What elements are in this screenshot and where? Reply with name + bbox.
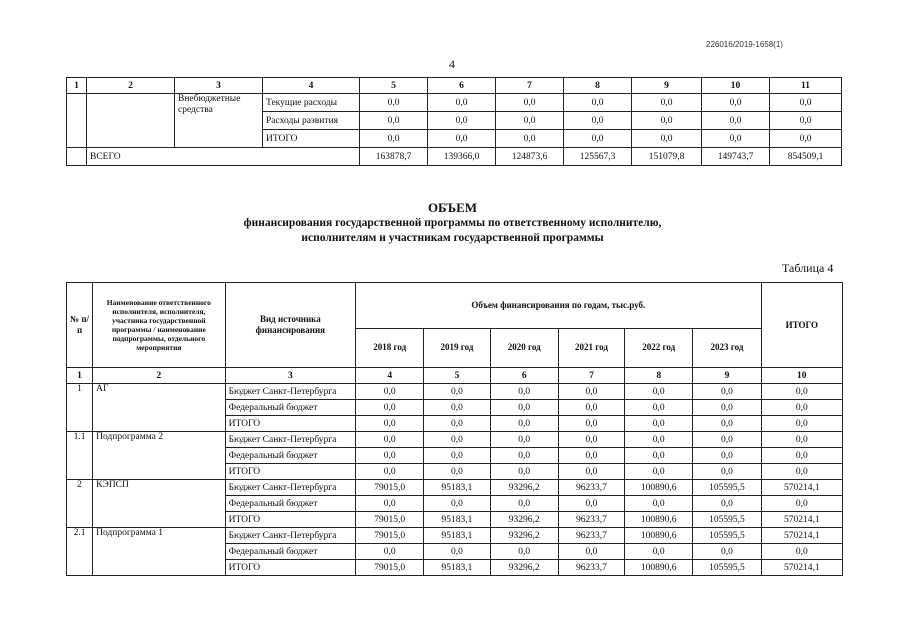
value-cell: 570214,1 (761, 528, 842, 544)
funding-source: Федеральный бюджет (225, 544, 356, 560)
value-cell: 0,0 (632, 94, 702, 112)
executor-name: Подпрограмма 1 (93, 528, 226, 576)
col-num: 1 (67, 78, 87, 94)
financing-table-body (67, 384, 843, 576)
value-cell: 0,0 (490, 432, 558, 448)
value-cell: 124873,6 (496, 148, 564, 166)
value-cell: 0,0 (761, 400, 842, 416)
value-cell: 0,0 (693, 448, 761, 464)
value-cell: 0,0 (693, 544, 761, 560)
header-num: № п/п (67, 283, 93, 368)
col-num: 5 (360, 78, 428, 94)
page-number: 4 (449, 57, 455, 71)
value-cell: 0,0 (558, 416, 624, 432)
value-cell: 0,0 (564, 94, 632, 112)
value-cell: 0,0 (693, 464, 761, 480)
header-name: Наименование ответственного исполнителя, исполнителя, участника государственной программы / наименование подпрограммы, отдельного мероприятия (93, 283, 226, 368)
value-cell: 79015,0 (356, 512, 424, 528)
executor-name: АГ (93, 384, 226, 432)
col-num: 11 (770, 78, 842, 94)
value-cell: 570214,1 (761, 480, 842, 496)
funding-source: Федеральный бюджет (225, 496, 356, 512)
value-cell: 163878,7 (360, 148, 428, 166)
value-cell: 105595,5 (693, 512, 761, 528)
value-cell: 93296,2 (490, 512, 558, 528)
table-row (67, 384, 843, 400)
col-num: 4 (356, 368, 424, 384)
value-cell: 93296,2 (490, 480, 558, 496)
empty-cell (87, 94, 175, 148)
value-cell: 0,0 (761, 448, 842, 464)
total-row (67, 148, 842, 166)
value-cell: 95183,1 (424, 512, 490, 528)
row-number: 1.1 (67, 432, 93, 480)
funding-source: ИТОГО (225, 512, 356, 528)
value-cell: 96233,7 (558, 480, 624, 496)
value-cell: 0,0 (770, 130, 842, 148)
funding-source: Бюджет Санкт-Петербурга (225, 480, 356, 496)
funding-source: ИТОГО (225, 560, 356, 576)
header-year: 2020 год (490, 328, 558, 367)
value-cell: 0,0 (356, 432, 424, 448)
col-num: 7 (558, 368, 624, 384)
value-cell: 0,0 (424, 448, 490, 464)
source-label: Внебюджетные средства (175, 94, 263, 148)
value-cell: 0,0 (558, 464, 624, 480)
value-cell: 0,0 (496, 130, 564, 148)
value-cell: 0,0 (625, 432, 693, 448)
value-cell: 93296,2 (490, 560, 558, 576)
header-year: 2019 год (424, 328, 490, 367)
value-cell: 0,0 (693, 384, 761, 400)
funding-source: Бюджет Санкт-Петербурга (225, 384, 356, 400)
header-year: 2022 год (625, 328, 693, 367)
value-cell: 95183,1 (424, 528, 490, 544)
value-cell: 96233,7 (558, 560, 624, 576)
value-cell: 0,0 (424, 384, 490, 400)
column-number-row (67, 78, 842, 94)
value-cell: 0,0 (360, 130, 428, 148)
value-cell: 0,0 (558, 400, 624, 416)
section-subtitle: исполнителям и участникам государственной программы (301, 232, 604, 244)
value-cell: 105595,5 (693, 560, 761, 576)
expense-type: Расходы развития (263, 112, 360, 130)
value-cell: 0,0 (356, 464, 424, 480)
value-cell: 139366,0 (428, 148, 496, 166)
col-num: 1 (67, 368, 93, 384)
value-cell: 0,0 (424, 400, 490, 416)
value-cell: 96233,7 (558, 528, 624, 544)
value-cell: 0,0 (761, 496, 842, 512)
table-row (67, 432, 843, 448)
value-cell: 0,0 (693, 416, 761, 432)
value-cell: 0,0 (770, 112, 842, 130)
value-cell: 0,0 (564, 112, 632, 130)
value-cell: 0,0 (356, 448, 424, 464)
value-cell: 0,0 (761, 464, 842, 480)
value-cell: 96233,7 (558, 512, 624, 528)
col-num: 6 (490, 368, 558, 384)
value-cell: 0,0 (356, 496, 424, 512)
value-cell: 100890,6 (625, 528, 693, 544)
funding-source: Федеральный бюджет (225, 448, 356, 464)
value-cell: 0,0 (702, 94, 770, 112)
value-cell: 0,0 (424, 432, 490, 448)
financing-table (66, 282, 843, 576)
header-row (67, 283, 843, 329)
col-num: 9 (632, 78, 702, 94)
col-num: 8 (625, 368, 693, 384)
value-cell: 0,0 (625, 496, 693, 512)
value-cell: 0,0 (702, 112, 770, 130)
value-cell: 0,0 (490, 416, 558, 432)
value-cell: 0,0 (625, 416, 693, 432)
value-cell: 95183,1 (424, 480, 490, 496)
value-cell: 0,0 (625, 400, 693, 416)
value-cell: 0,0 (356, 416, 424, 432)
value-cell: 0,0 (558, 496, 624, 512)
value-cell: 0,0 (632, 130, 702, 148)
value-cell: 0,0 (360, 94, 428, 112)
row-number: 2.1 (67, 528, 93, 576)
value-cell: 0,0 (632, 112, 702, 130)
table-row (67, 480, 843, 496)
value-cell: 0,0 (693, 400, 761, 416)
value-cell: 0,0 (360, 112, 428, 130)
total-label: ВСЕГО (87, 148, 360, 166)
col-num: 5 (424, 368, 490, 384)
value-cell: 570214,1 (761, 560, 842, 576)
header-year: 2018 год (356, 328, 424, 367)
header-year: 2023 год (693, 328, 761, 367)
value-cell: 0,0 (490, 384, 558, 400)
funding-source: Федеральный бюджет (225, 400, 356, 416)
value-cell: 0,0 (424, 464, 490, 480)
value-cell: 0,0 (564, 130, 632, 148)
empty-cell (67, 94, 87, 148)
col-num: 7 (496, 78, 564, 94)
value-cell: 79015,0 (356, 528, 424, 544)
table-caption: Таблица 4 (782, 261, 834, 275)
col-num: 2 (93, 368, 226, 384)
executor-name: КЭПСП (93, 480, 226, 528)
value-cell: 0,0 (424, 416, 490, 432)
funding-source: Бюджет Санкт-Петербурга (225, 432, 356, 448)
value-cell: 0,0 (428, 112, 496, 130)
col-num: 9 (693, 368, 761, 384)
value-cell: 79015,0 (356, 560, 424, 576)
value-cell: 151079,8 (632, 148, 702, 166)
column-number-row (67, 368, 843, 384)
expense-type: ИТОГО (263, 130, 360, 148)
value-cell: 0,0 (490, 544, 558, 560)
value-cell: 79015,0 (356, 480, 424, 496)
value-cell: 0,0 (770, 94, 842, 112)
value-cell: 0,0 (558, 544, 624, 560)
value-cell: 105595,5 (693, 528, 761, 544)
value-cell: 100890,6 (625, 480, 693, 496)
table-row (67, 528, 843, 544)
value-cell: 0,0 (625, 544, 693, 560)
value-cell: 0,0 (490, 448, 558, 464)
value-cell: 95183,1 (424, 560, 490, 576)
value-cell: 854509,1 (770, 148, 842, 166)
funding-source: ИТОГО (225, 416, 356, 432)
value-cell: 125567,3 (564, 148, 632, 166)
value-cell: 0,0 (424, 496, 490, 512)
value-cell: 0,0 (558, 384, 624, 400)
value-cell: 0,0 (424, 544, 490, 560)
col-num: 2 (87, 78, 175, 94)
col-num: 10 (761, 368, 842, 384)
value-cell: 0,0 (490, 400, 558, 416)
value-cell: 149743,7 (702, 148, 770, 166)
col-num: 10 (702, 78, 770, 94)
value-cell: 0,0 (625, 448, 693, 464)
document-number: 226016/2019-1658(1) (706, 40, 783, 49)
section-subtitle: финансирования государственной программы по ответственному исполнителю, (243, 217, 662, 229)
value-cell: 0,0 (496, 112, 564, 130)
value-cell: 0,0 (558, 432, 624, 448)
value-cell: 0,0 (702, 130, 770, 148)
value-cell: 0,0 (625, 464, 693, 480)
funding-source: ИТОГО (225, 464, 356, 480)
expense-type: Текущие расходы (263, 94, 360, 112)
value-cell: 100890,6 (625, 512, 693, 528)
col-num: 3 (225, 368, 356, 384)
value-cell: 0,0 (428, 130, 496, 148)
funding-source: Бюджет Санкт-Петербурга (225, 528, 356, 544)
value-cell: 0,0 (761, 384, 842, 400)
value-cell: 100890,6 (625, 560, 693, 576)
executor-name: Подпрограмма 2 (93, 432, 226, 480)
value-cell: 0,0 (693, 496, 761, 512)
value-cell: 0,0 (356, 544, 424, 560)
col-num: 6 (428, 78, 496, 94)
row-number: 2 (67, 480, 93, 528)
value-cell: 0,0 (490, 464, 558, 480)
continuation-table (66, 77, 842, 166)
value-cell: 105595,5 (693, 480, 761, 496)
value-cell: 0,0 (496, 94, 564, 112)
value-cell: 570214,1 (761, 512, 842, 528)
value-cell: 0,0 (490, 496, 558, 512)
value-cell: 0,0 (356, 400, 424, 416)
col-num: 8 (564, 78, 632, 94)
row-number: 1 (67, 384, 93, 432)
value-cell: 93296,2 (490, 528, 558, 544)
value-cell: 0,0 (558, 448, 624, 464)
empty-cell (67, 148, 87, 166)
col-num: 4 (263, 78, 360, 94)
value-cell: 0,0 (428, 94, 496, 112)
value-cell: 0,0 (356, 384, 424, 400)
table-row (67, 94, 842, 112)
value-cell: 0,0 (761, 416, 842, 432)
value-cell: 0,0 (625, 384, 693, 400)
header-year: 2021 год (558, 328, 624, 367)
header-source: Вид источника финансирования (225, 283, 356, 368)
value-cell: 0,0 (761, 432, 842, 448)
header-volume: Объем финансирования по годам, тыс.руб. (356, 283, 762, 329)
section-title: ОБЪЕМ (427, 200, 478, 215)
value-cell: 0,0 (693, 432, 761, 448)
value-cell: 0,0 (761, 544, 842, 560)
col-num: 3 (175, 78, 263, 94)
header-total: ИТОГО (761, 283, 842, 368)
